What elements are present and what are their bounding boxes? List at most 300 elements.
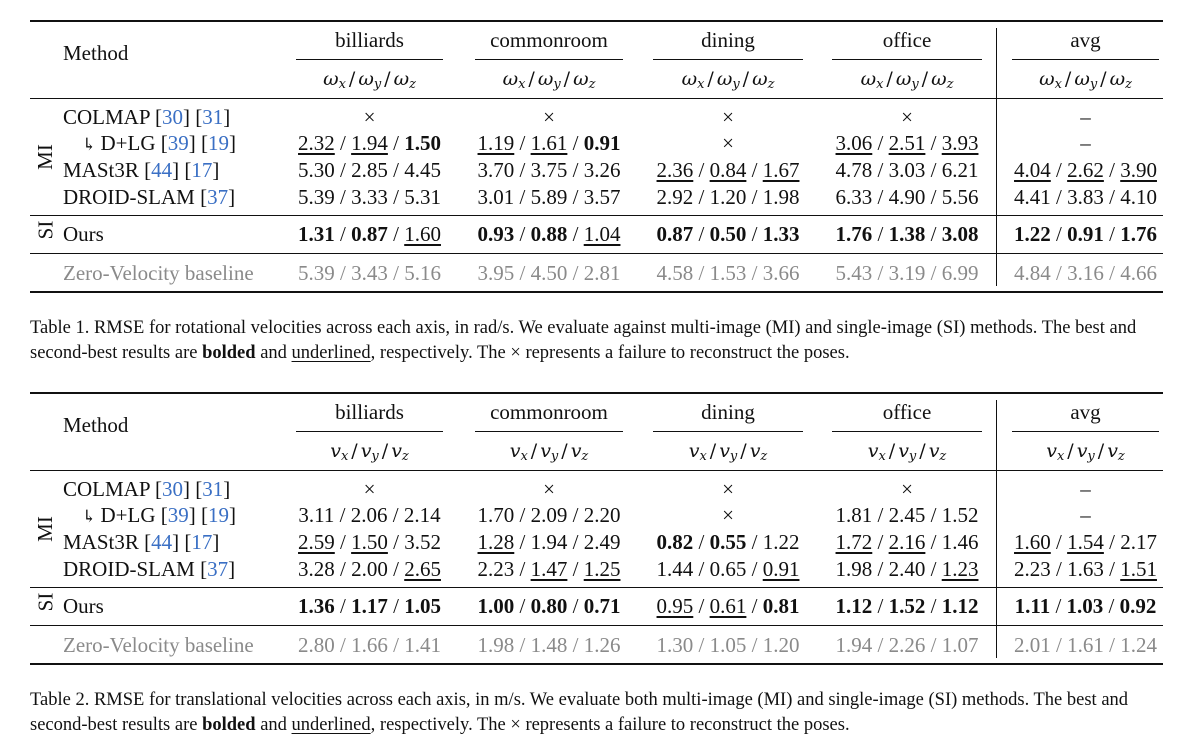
cell-value: 1.52 [888,594,926,618]
table-cell [649,476,807,502]
method-name: COLMAP [30] [31] [63,477,231,501]
scene-header-avg: avg [1070,28,1101,52]
table-cell: 1.98 / 2.40 / 1.23 [835,557,979,581]
cell-value: 3.33 [351,185,388,209]
cell-value: 1.12 [835,594,873,618]
avg-column-divider [996,400,997,658]
table-cell: 0.82 / 0.55 / 1.22 [656,530,800,554]
table-cell: 3.28 / 2.00 / 2.65 [298,557,441,581]
caption-text: Table 1. RMSE for rotational velocities across each axis, in rad/s. We evaluate against multi-image (MI) and single-image (SI) methods. The best and second-best results are [30,318,1137,363]
cell-value: 1.98 [762,185,800,209]
axis-header: $v_x / v_y / v_z$ [509,440,589,464]
table-cell: 1.60 / 1.54 / 2.17 [1014,530,1157,554]
table-cell: 1.44 / 0.65 / 0.91 [656,557,800,581]
cell-value: 3.43 [351,261,388,285]
cell-value: 2.26 [888,633,926,657]
citation-link[interactable]: 19 [208,503,230,527]
cell-value: 1.33 [762,222,800,246]
axis-header: $v_x / v_y / v_z$ [867,440,947,464]
scene-header-avg: avg [1070,400,1101,424]
cell-value: 0.91 [1067,222,1104,246]
citation-link[interactable]: 44 [151,158,173,182]
table-cell: 3.06 / 2.51 / 3.93 [835,131,979,155]
table-cell: 1.28 / 1.94 / 2.49 [477,530,621,554]
cell-value: 1.25 [583,557,621,581]
cell-value: 1.17 [351,594,388,618]
cell-value: 3.95 [477,261,515,285]
axis-header: $v_x / v_y / v_z$ [1046,440,1125,464]
scene-header-dining: dining [701,28,755,52]
cell-value: 0.61 [709,594,747,618]
table-cell: 4.04 / 2.62 / 3.90 [1014,158,1157,182]
table-cell: 0.95 / 0.61 / 0.81 [656,594,800,618]
table-cell: 3.01 / 5.89 / 3.57 [477,185,621,209]
cell-value: 1.53 [709,261,747,285]
method-name: DROID-SLAM [37] [63,185,236,209]
cell-value: 4.66 [1120,261,1157,285]
header-rule [30,470,1163,471]
bottom-rule [30,291,1163,293]
cell-value: 1.23 [941,557,979,581]
cell-value: × [722,477,734,501]
axis-header: $\omega_x / \omega_y / \omega_z$ [860,68,954,92]
table-cell: 1.11 / 1.03 / 0.92 [1014,594,1157,618]
caption-text: and [255,343,292,363]
cell-value: 1.44 [656,557,694,581]
baseline-separator-rule [30,253,1163,254]
cell-value: × [543,477,555,501]
group-label-mi: MI [32,144,57,170]
cell-value: × [901,105,913,129]
scene-underline [475,59,623,60]
cell-value: 1.61 [1067,633,1104,657]
cell-value: 2.23 [477,557,515,581]
table-cell: 5.30 / 2.85 / 4.45 [298,158,441,182]
table-cell: 2.80 / 1.66 / 1.41 [298,633,441,657]
cell-value: 1.41 [404,633,441,657]
scene-header-office: office [882,28,932,52]
scene-header-billiards: billiards [335,400,404,424]
table-cell [1008,502,1163,528]
table-cell: 1.70 / 2.09 / 2.20 [477,503,621,527]
group-separator-rule [30,587,1163,588]
group-label-si: SI [33,592,57,611]
cell-value: 1.72 [835,530,873,554]
cell-value: 0.92 [1119,594,1157,618]
scene-underline [1012,59,1159,60]
scene-underline [832,431,982,432]
cell-value: 3.19 [888,261,926,285]
method-name: Ours [63,222,104,246]
table-cell: 4.41 / 3.83 / 4.10 [1014,185,1157,209]
method-name: ↳ D+LG [39] [19] [82,131,237,155]
cell-value: 2.20 [583,503,621,527]
cell-value: 0.80 [530,594,568,618]
table-cell: 1.12 / 1.52 / 1.12 [835,594,979,618]
table-cell: 2.59 / 1.50 / 3.52 [298,530,441,554]
table-cell: 2.36 / 0.84 / 1.67 [656,158,800,182]
cell-value: 5.43 [835,261,873,285]
table-1-caption [30,316,1170,366]
table-2-caption [30,688,1170,738]
cell-value: 1.28 [477,530,515,554]
cell-value: 5.31 [404,185,441,209]
cell-value: – [1080,477,1091,501]
table-cell [649,104,807,130]
table-cell: 1.36 / 1.17 / 1.05 [298,594,441,618]
cell-value: 1.76 [835,222,873,246]
cell-value: 0.95 [656,594,694,618]
cell-value: 3.08 [941,222,979,246]
caption-text: underlined [291,715,371,735]
cell-value: 5.30 [298,158,335,182]
scene-underline [653,59,803,60]
table-cell: 0.93 / 0.88 / 1.04 [477,222,621,246]
cell-value: 4.58 [656,261,694,285]
method-name: DROID-SLAM [37] [63,557,236,581]
cell-value: 3.03 [888,158,926,182]
table-cell [649,502,807,528]
cell-value: 0.93 [477,222,515,246]
cell-value: × [363,105,376,129]
top-rule [30,392,1163,394]
scene-header-dining: dining [701,400,755,424]
cell-value: 1.30 [656,633,694,657]
cell-value: 5.89 [530,185,568,209]
method-name: MASt3R [44] [17] [63,530,220,554]
cell-value: 0.91 [583,131,621,155]
cell-value: 1.05 [404,594,441,618]
table-cell: 1.30 / 1.05 / 1.20 [656,633,800,657]
citation-link[interactable]: 37 [207,185,229,209]
cell-value: 2.51 [888,131,926,155]
cell-value: 1.60 [404,222,441,246]
cell-value: 2.40 [888,557,926,581]
table-cell: 1.22 / 0.91 / 1.76 [1014,222,1157,246]
cell-value: × [543,105,555,129]
table-cell: 1.76 / 1.38 / 3.08 [835,222,979,246]
method-name: ↳ D+LG [39] [19] [82,503,237,527]
cell-value: 1.51 [1120,557,1157,581]
table-cell: 4.58 / 1.53 / 3.66 [656,261,800,285]
baseline-separator-rule [30,625,1163,626]
table-cell: 4.84 / 3.16 / 4.66 [1014,261,1157,285]
method-header: Method [63,41,129,65]
cell-value: 4.50 [530,261,568,285]
table-cell [292,104,447,130]
top-rule [30,20,1163,22]
cell-value: 4.90 [888,185,926,209]
cell-value: 2.85 [351,158,388,182]
table-cell: 2.92 / 1.20 / 1.98 [656,185,800,209]
cell-value: 0.84 [709,158,747,182]
axis-header: $\omega_x / \omega_y / \omega_z$ [1039,68,1132,92]
scene-underline [475,431,623,432]
table-cell [828,476,986,502]
cell-value: 0.55 [709,530,747,554]
caption-text: , respectively. The × represents a failure to reconstruct the poses. [370,715,850,735]
cell-value: 2.16 [888,530,926,554]
citation-link[interactable]: 17 [191,530,213,554]
variant-arrow-icon: ↳ [82,135,101,154]
cell-value: 1.48 [530,633,568,657]
citation-link[interactable]: 30 [162,477,183,501]
scene-header-commonroom: commonroom [490,400,608,424]
cell-value: 1.98 [835,557,873,581]
cell-value: 2.06 [350,503,388,527]
table-cell [649,130,807,156]
scene-underline [296,59,443,60]
cell-value: 1.67 [762,158,800,182]
cell-value: × [363,477,376,501]
cell-value: 2.14 [403,503,441,527]
cell-value: 4.45 [404,158,441,182]
cell-value: 0.71 [583,594,621,618]
cell-value: 2.62 [1067,158,1104,182]
table-cell: 5.39 / 3.33 / 5.31 [298,185,441,209]
cell-value: 2.36 [656,158,694,182]
axis-header: $\omega_x / \omega_y / \omega_z$ [681,68,775,92]
table-cell [471,476,627,502]
cell-value: 0.50 [709,222,747,246]
method-name: Zero-Velocity baseline [63,633,254,657]
table-cell [471,104,627,130]
cell-value: × [722,105,734,129]
method-name: Ours [63,594,104,618]
cell-value: 2.45 [888,503,926,527]
table-cell: 3.95 / 4.50 / 2.81 [477,261,621,285]
cell-value: 3.06 [835,131,873,155]
cell-value: 3.93 [941,131,979,155]
cell-value: 1.20 [709,185,747,209]
scene-underline [1012,431,1159,432]
cell-value: 6.33 [835,185,873,209]
table-cell [292,476,447,502]
table-cell: 3.11 / 2.06 / 2.14 [298,503,441,527]
cell-value: 1.24 [1120,633,1157,657]
bottom-rule [30,663,1163,665]
axis-header: $\omega_x / \omega_y / \omega_z$ [502,68,596,92]
table-cell: 1.19 / 1.61 / 0.91 [477,131,621,155]
cell-value: 0.88 [530,222,568,246]
cell-value: 1.63 [1067,557,1104,581]
table-cell: 0.87 / 0.50 / 1.33 [656,222,800,246]
cell-value: 1.12 [941,594,979,618]
variant-arrow-icon: ↳ [82,507,101,526]
cell-value: 3.57 [583,185,621,209]
cell-value: 1.22 [762,530,800,554]
cell-value: × [901,477,913,501]
citation-link[interactable]: 19 [208,131,230,155]
table-cell: 6.33 / 4.90 / 5.56 [835,185,979,209]
table-cell: 1.00 / 0.80 / 0.71 [477,594,621,618]
cell-value: 1.50 [351,530,388,554]
cell-value: 1.26 [583,633,621,657]
cell-value: 1.54 [1067,530,1104,554]
cell-value: 3.75 [530,158,568,182]
table-cell: 5.43 / 3.19 / 6.99 [835,261,979,285]
caption-text: and [255,715,292,735]
header-rule [30,98,1163,99]
table-cell: 1.72 / 2.16 / 1.46 [835,530,979,554]
cell-value: 0.65 [709,557,747,581]
table-cell: 2.01 / 1.61 / 1.24 [1014,633,1157,657]
cell-value: 4.78 [835,158,873,182]
citation-link[interactable]: 17 [191,158,213,182]
cell-value: 1.22 [1014,222,1051,246]
caption-text: bolded [202,715,256,735]
group-separator-rule [30,215,1163,216]
cell-value: 5.39 [298,185,335,209]
cell-value: 5.39 [298,261,335,285]
cell-value: 6.21 [941,158,979,182]
cell-value: 1.07 [941,633,979,657]
cell-value: 4.84 [1014,261,1051,285]
cell-value: 5.56 [941,185,979,209]
citation-link[interactable]: 37 [207,557,229,581]
cell-value: 1.19 [477,131,515,155]
scene-underline [653,431,803,432]
cell-value: 1.94 [835,633,873,657]
cell-value: 5.16 [404,261,441,285]
cell-value: 2.65 [404,557,441,581]
cell-value: 0.82 [656,530,694,554]
cell-value: 2.00 [351,557,388,581]
cell-value: 2.59 [298,530,335,554]
citation-link[interactable]: 31 [202,477,224,501]
citation-link[interactable]: 30 [162,105,183,129]
cell-value: 2.23 [1014,557,1051,581]
cell-value: 1.76 [1120,222,1157,246]
cell-value: 1.70 [477,503,515,527]
method-name: MASt3R [44] [17] [63,158,220,182]
cell-value: × [722,131,734,155]
cell-value: 3.26 [583,158,621,182]
cell-value: 0.87 [351,222,388,246]
cell-value: × [722,503,734,527]
citation-link[interactable]: 39 [167,503,189,527]
avg-column-divider [996,28,997,286]
cell-value: 0.81 [762,594,800,618]
cell-value: 0.91 [762,557,800,581]
cell-value: 2.92 [656,185,694,209]
cell-value: – [1080,503,1091,527]
table-cell [1008,130,1163,156]
axis-header: $\omega_x / \omega_y / \omega_z$ [323,68,416,92]
cell-value: 2.17 [1120,530,1157,554]
caption-text: , respectively. The × represents a failure to reconstruct the poses. [370,343,850,363]
cell-value: 0.87 [656,222,694,246]
scene-underline [832,59,982,60]
table-cell: 2.23 / 1.47 / 1.25 [477,557,621,581]
cell-value: 1.20 [762,633,800,657]
cell-value: 3.28 [298,557,335,581]
cell-value: 1.60 [1014,530,1051,554]
cell-value: 2.32 [298,131,335,155]
cell-value: 3.16 [1067,261,1104,285]
table-cell [1008,104,1163,130]
caption-text: Table 2. RMSE for translational velocities across each axis, in m/s. We evaluate both multi-image (MI) and single-image (SI) methods. The best and second-best results are [30,690,1129,735]
cell-value: 1.98 [477,633,515,657]
axis-header: $v_x / v_y / v_z$ [330,440,409,464]
cell-value: 4.10 [1120,185,1157,209]
table-cell: 1.31 / 0.87 / 1.60 [298,222,441,246]
table-cell: 1.81 / 2.45 / 1.52 [835,503,979,527]
cell-value: 2.09 [530,503,568,527]
table-cell [1008,476,1163,502]
method-name: Zero-Velocity baseline [63,261,254,285]
table-cell: 4.78 / 3.03 / 6.21 [835,158,979,182]
method-header: Method [63,413,129,437]
cell-value: 2.49 [583,530,621,554]
group-label-mi: MI [32,516,57,542]
cell-value: 3.66 [762,261,800,285]
cell-value: 1.38 [888,222,926,246]
cell-value: 3.83 [1067,185,1104,209]
cell-value: 1.47 [530,557,568,581]
cell-value: – [1080,131,1091,155]
scene-underline [296,431,443,432]
cell-value: 1.11 [1014,594,1051,618]
table-cell: 2.23 / 1.63 / 1.51 [1014,557,1157,581]
cell-value: 2.81 [583,261,621,285]
cell-value: 3.90 [1120,158,1157,182]
cell-value: 1.52 [941,503,979,527]
scene-header-billiards: billiards [335,28,404,52]
table-cell: 3.70 / 3.75 / 3.26 [477,158,621,182]
cell-value: 6.99 [941,261,979,285]
cell-value: 1.81 [835,503,873,527]
cell-value: 1.05 [709,633,747,657]
cell-value: 1.04 [583,222,621,246]
cell-value: 3.01 [477,185,515,209]
table-cell [828,104,986,130]
group-label-si: SI [33,220,57,239]
cell-value: 1.46 [941,530,979,554]
cell-value: 1.66 [351,633,388,657]
cell-value: 3.70 [477,158,515,182]
table-cell: 1.98 / 1.48 / 1.26 [477,633,621,657]
cell-value: 1.00 [477,594,515,618]
cell-value: 1.50 [404,131,441,155]
cell-value: – [1080,105,1091,129]
cell-value: 3.52 [404,530,441,554]
cell-value: 4.41 [1014,185,1051,209]
cell-value: 1.36 [298,594,335,618]
table-cell: 1.94 / 2.26 / 1.07 [835,633,979,657]
cell-value: 1.94 [530,530,568,554]
citation-link[interactable]: 44 [151,530,173,554]
table-cell: 2.32 / 1.94 / 1.50 [298,131,441,155]
table-cell: 5.39 / 3.43 / 5.16 [298,261,441,285]
cell-value: 2.01 [1014,633,1051,657]
caption-text: underlined [291,343,371,363]
cell-value: 2.80 [298,633,335,657]
scene-header-office: office [882,400,932,424]
cell-value: 3.11 [298,503,335,527]
citation-link[interactable]: 39 [167,131,189,155]
caption-text: bolded [202,343,256,363]
method-name: COLMAP [30] [31] [63,105,231,129]
cell-value: 1.94 [351,131,388,155]
axis-header: $v_x / v_y / v_z$ [688,440,768,464]
citation-link[interactable]: 31 [202,105,224,129]
cell-value: 1.31 [298,222,335,246]
cell-value: 4.04 [1014,158,1051,182]
cell-value: 1.61 [530,131,568,155]
cell-value: 1.03 [1066,594,1104,618]
scene-header-commonroom: commonroom [490,28,608,52]
